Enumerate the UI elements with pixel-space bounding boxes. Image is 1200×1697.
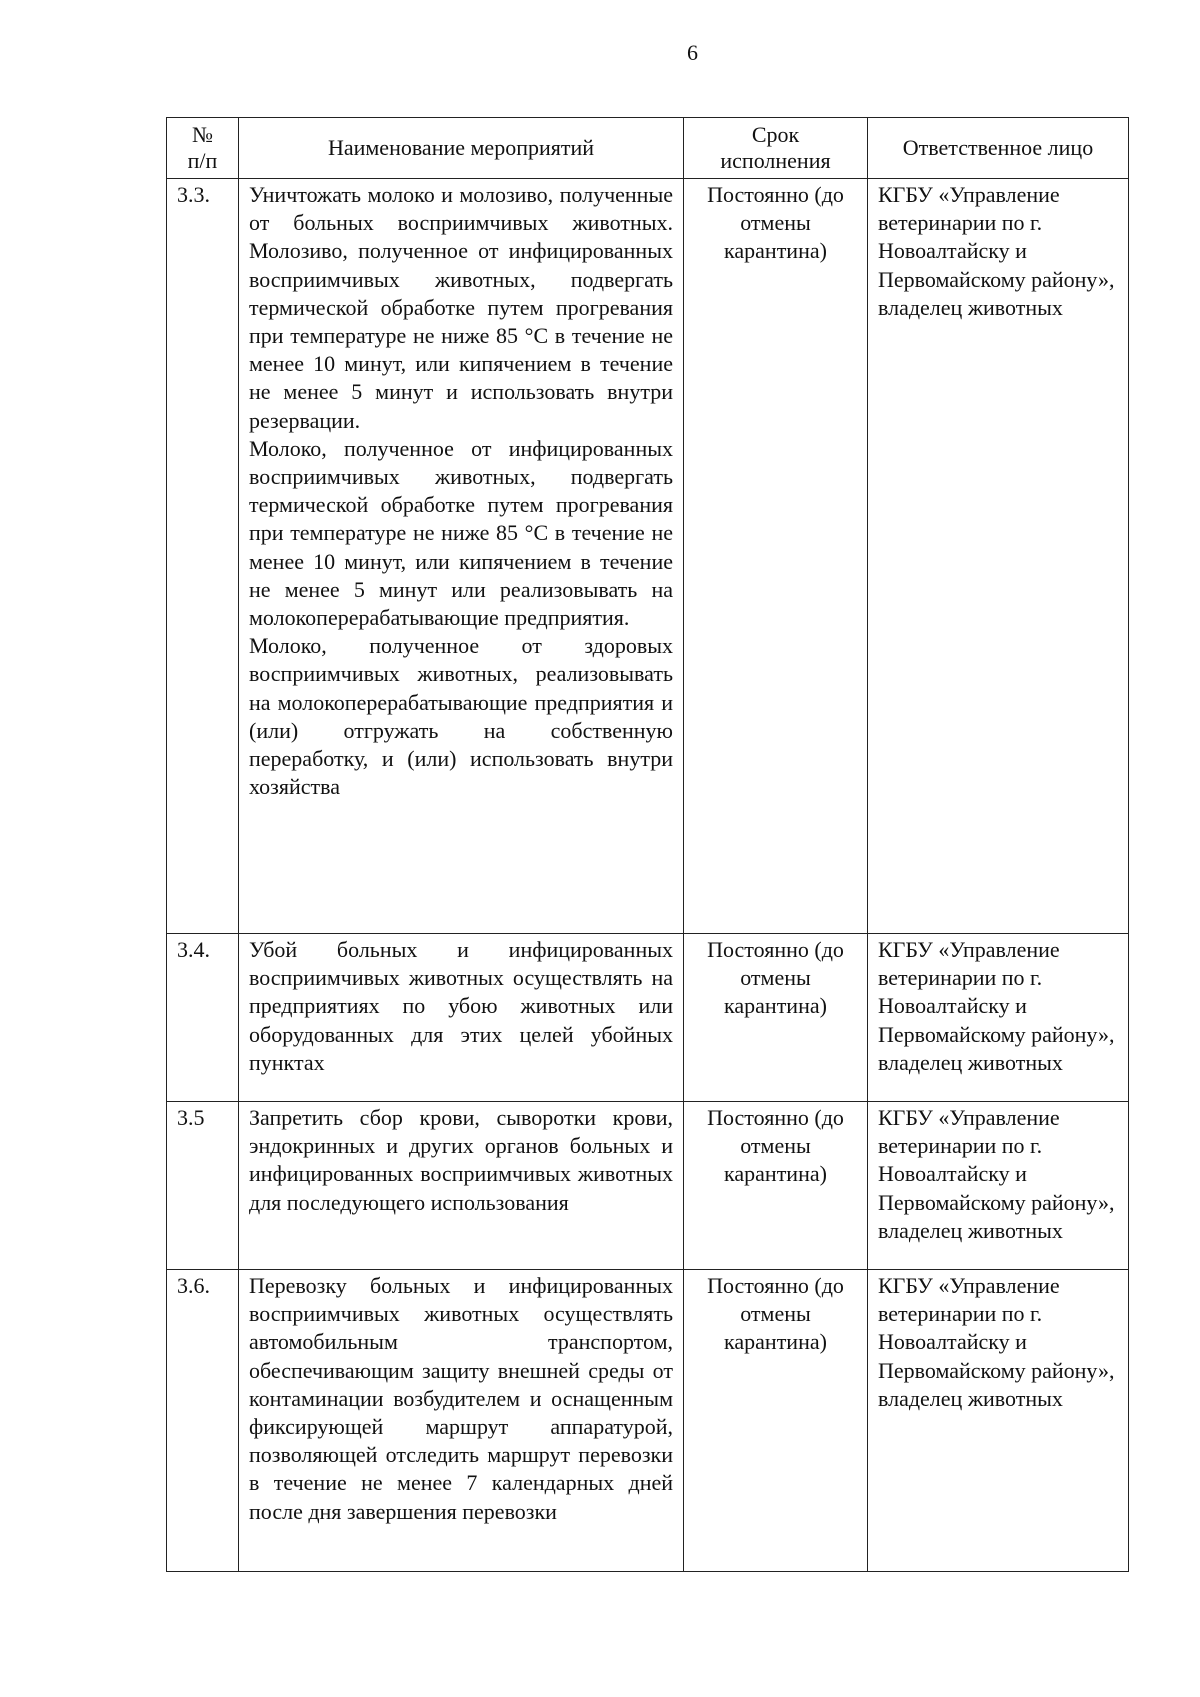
row-term: Постоянно (до отмены карантина) bbox=[684, 934, 868, 1102]
row-responsible: КГБУ «Управление ветеринарии по г. Новоалтайску и Первомайскому району», владелец животных bbox=[868, 1270, 1129, 1572]
header-number bbox=[167, 118, 239, 179]
table-row bbox=[167, 1102, 1129, 1270]
action-paragraph: Убой больных и инфицированных восприимчивых животных осуществлять на предприятиях по убою животных или оборудованных для этих целей убойных пунктах bbox=[249, 937, 673, 1075]
action-paragraph: Молоко, полученное от инфицированных восприимчивых животных, подвергать термической обработке путем прогревания при температуре не ниже 85 °С в течение не менее 10 минут, или кипячением в течение не менее 5 минут или реализовывать на молокоперерабатывающие предприятия. bbox=[249, 435, 673, 631]
row-action bbox=[239, 1102, 684, 1270]
row-action bbox=[239, 934, 684, 1102]
header-term-line2: исполнения bbox=[720, 148, 831, 173]
row-number: 3.4. bbox=[167, 934, 239, 1102]
header-term bbox=[684, 118, 868, 179]
row-term: Постоянно (до отмены карантина) bbox=[684, 1270, 868, 1572]
row-responsible: КГБУ «Управление ветеринарии по г. Новоалтайску и Первомайскому району», владелец животных bbox=[868, 1102, 1129, 1270]
row-term: Постоянно (до отмены карантина) bbox=[684, 1102, 868, 1270]
header-number-pp: п/п bbox=[187, 148, 218, 173]
action-paragraph: Запретить сбор крови, сыворотки крови, эндокринных и других органов больных и инфицированных восприимчивых животных для последующего использования bbox=[249, 1105, 673, 1215]
header-name: Наименование мероприятий bbox=[239, 118, 684, 179]
action-paragraph: Перевозку больных и инфицированных восприимчивых животных осуществлять автомобильным транспортом, обеспечивающим защиту внешней среды от контаминации возбудителем и оснащенным фиксирующей маршрут аппаратурой, позволяющей отследить маршрут перевозки в течение не менее 7 календарных дней после дня завершения перевозки bbox=[249, 1273, 673, 1524]
row-number: 3.6. bbox=[167, 1270, 239, 1572]
row-action bbox=[239, 179, 684, 934]
table-header-row bbox=[167, 118, 1129, 179]
action-paragraph: Уничтожать молоко и молозиво, полученные от больных восприимчивых животных. Молозиво, полученное от инфицированных восприимчивых животных, подвергать термической обработке путем прогревания при температуре не ниже 85 °С в течение не менее 10 минут, или кипячением в течение не менее 5 минут и использовать внутри резервации. bbox=[249, 182, 673, 433]
header-term-line1: Срок bbox=[751, 122, 800, 147]
table-row bbox=[167, 1270, 1129, 1572]
table-row bbox=[167, 179, 1129, 934]
row-number: 3.5 bbox=[167, 1102, 239, 1270]
row-action bbox=[239, 1270, 684, 1572]
table-row bbox=[167, 934, 1129, 1102]
page-number: 6 bbox=[687, 40, 698, 65]
row-responsible: КГБУ «Управление ветеринарии по г. Новоалтайску и Первомайскому району», владелец животных bbox=[868, 179, 1129, 934]
row-number: 3.3. bbox=[167, 179, 239, 934]
action-paragraph: Молоко, полученное от здоровых восприимчивых животных, реализовывать на молокоперерабатывающие предприятия и (или) отгружать на собственную переработку, и (или) использовать внутри хозяйства bbox=[249, 633, 673, 800]
header-number-sign: № bbox=[192, 122, 213, 147]
row-responsible: КГБУ «Управление ветеринарии по г. Новоалтайску и Первомайскому району», владелец животных bbox=[868, 934, 1129, 1102]
header-responsible: Ответственное лицо bbox=[868, 118, 1129, 179]
measures-table bbox=[166, 117, 1129, 1572]
row-term: Постоянно (до отмены карантина) bbox=[684, 179, 868, 934]
